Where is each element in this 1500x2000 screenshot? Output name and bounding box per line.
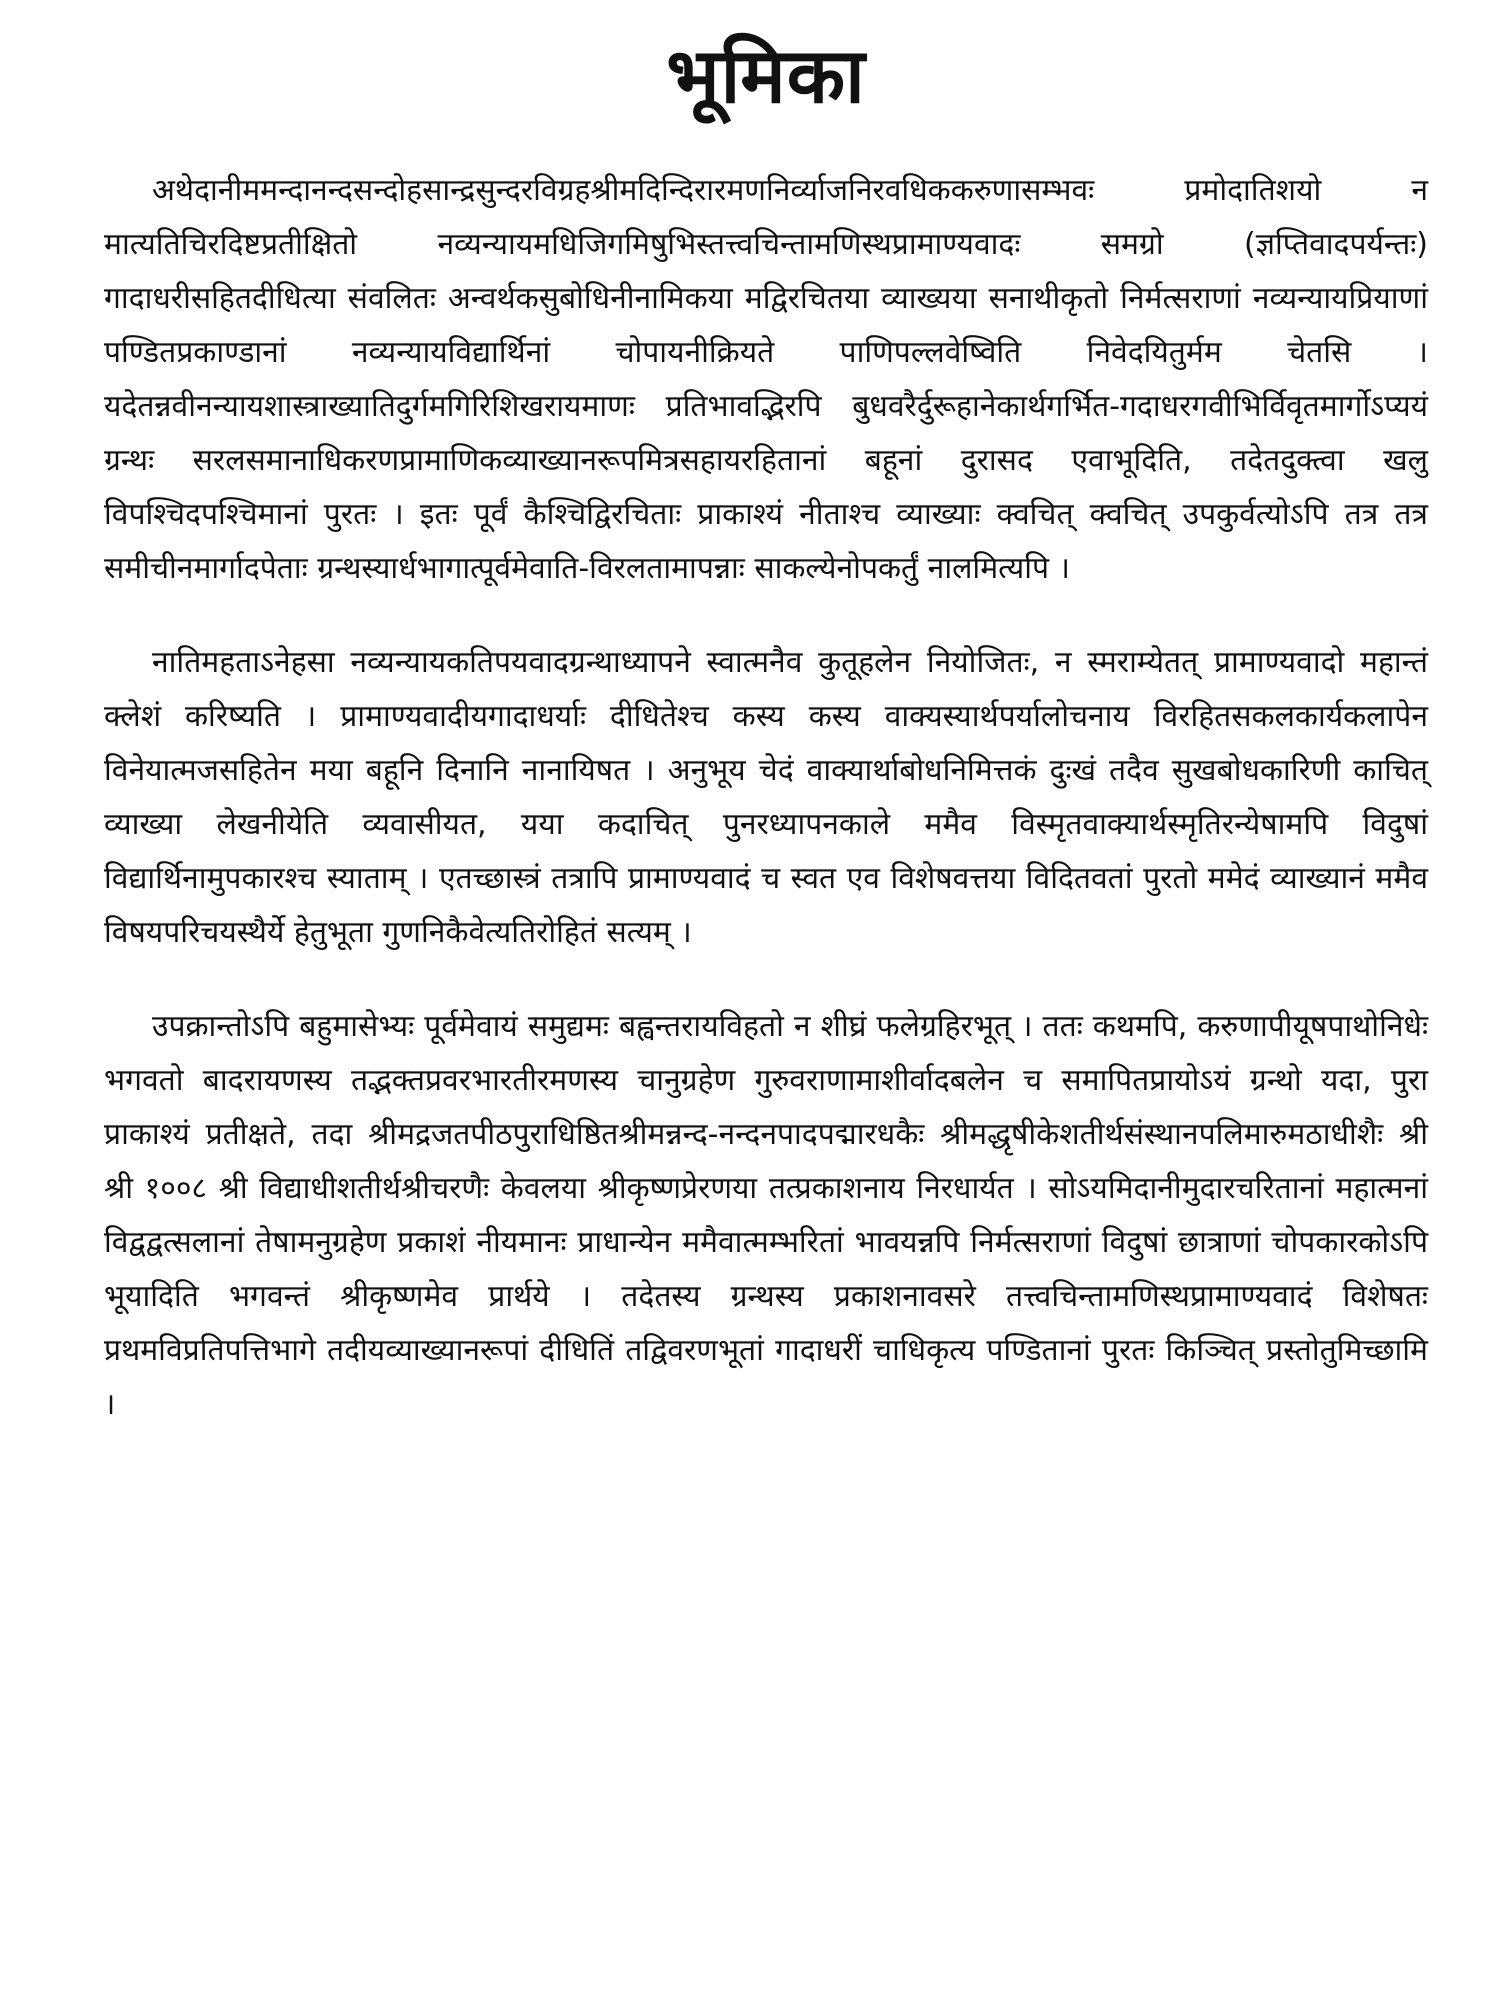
paragraph-1: अथेदानीममन्दानन्दसन्दोहसान्द्रसुन्दरविग्रहश्रीमदिन्दिरारमणनिर्व्याजनिरवधिककरुणासम्भवः प्रमोदातिशयो न मात्यतिचिरदिष्टप्रतीक्षितो नव्यन्यायमधिजिगमिषुभिस्तत्त्वचिन्तामणिस्थप्रामाण्यवादः समग्रो (ज्ञप्तिवादपर्यन्तः) गादाधरीसहितदीधित्या संवलितः अन्वर्थकसुबोधिनीनामिकया मद्विरचितया व्याख्यया सनाथीकृतो निर्मत्सराणां नव्यन्यायप्रियाणां पण्डितप्रकाण्डानां नव्यन्यायविद्यार्थिनां चोपायनीक्रियते पाणिपल्लवेष्विति निवेदयितुर्मम चेतसि । यदेतन्नवीनन्यायशास्त्राख्यातिदुर्गमगिरिशिखरायमाणः प्रतिभावद्भिरपि बुधवरैर्दुरूहानेकार्थगर्भित-गदाधरगवीभिर्विवृतमार्गोऽप्ययं ग्रन्थः सरलसमानाधिकरणप्रामाणिकव्याख्यानरूपमित्रसहायरहितानां बहूनां दुरासद एवाभूदिति, तदेतदुक्त्वा खलु विपश्चिदपश्चिमानां पुरतः । इतः पूर्वं कैश्चिद्विरचिताः प्राकाश्यं नीताश्च व्याख्याः क्वचित् क्वचित् उपकुर्वत्योऽपि तत्र तत्र समीचीनमार्गादपेताः ग्रन्थस्यार्धभागात्पूर्वमेवाति-विरलतामापन्नाः साकल्येनोपकर्तुं नालमित्यपि । (104, 173, 1428, 586)
page-title: भूमिका (666, 31, 866, 120)
paragraph-3: उपक्रान्तोऽपि बहुमासेभ्यः पूर्वमेवायं समुद्यमः बह्वन्तरायविहतो न शीघ्रं फलेग्रहिरभूत् । ततः कथमपि, करुणापीयूषपाथोनिधेः भगवतो बादरायणस्य तद्भक्तप्रवरभारतीरमणस्य चानुग्रहेण गुरुवराणामाशीर्वादबलेन च समापितप्रायोऽयं ग्रन्थो यदा, पुरा प्राकाश्यं प्रतीक्षते, तदा श्रीमद्रजतपीठपुराधिष्ठितश्रीमन्नन्द-नन्दनपादपद्मारधकैः श्रीमद्धृषीकेशतीर्थसंस्थानपलिमारुमठाधीशैः श्री श्री १००८ श्री विद्याधीशतीर्थश्रीचरणैः केवलया श्रीकृष्णप्रेरणया तत्प्रकाशनाय निरधार्यत । सोऽयमिदानीमुदारचरितानां महात्मनां विद्वद्वत्सलानां तेषामनुग्रहेण प्रकाशं नीयमानः प्राधान्येन ममैवात्मम्भरितां भावयन्नपि निर्मत्सराणां विदुषां छात्राणां चोपकारकोऽपि भूयादिति भगवन्तं श्रीकृष्णमेव प्रार्थये । तदेतस्य ग्रन्थस्य प्रकाशनावसरे तत्त्वचिन्तामणिस्थप्रामाण्यवादं विशेषतः प्रथमविप्रतिपत्तिभागे तदीयव्याख्यानरूपां दीधितिं तद्विवरणभूतां गादाधरीं चाधिकृत्य पण्डितानां पुरतः किञ्चित् प्रस्तोतुमिच्छामि । (104, 1009, 1428, 1422)
paragraph-2: नातिमहताऽनेहसा नव्यन्यायकतिपयवादग्रन्थाध्यापने स्वात्मनैव कुतूहलेन नियोजितः, न स्मराम्येतत् प्रामाण्यवादो महान्तं क्लेशं करिष्यति । प्रामाण्यवादीयगादाधर्याः दीधितेश्च कस्य कस्य वाक्यस्यार्थपर्यालोचनाय विरहितसकलकार्यकलापेन विनेयात्मजसहितेन मया बहूनि दिनानि नानायिषत । अनुभूय चेदं वाक्यार्थाबोधनिमित्तकं दुःखं तदैव सुखबोधकारिणी काचित् व्याख्या लेखनीयेति व्यवासीयत, यया कदाचित् पुनरध्यापनकाले ममैव विस्मृतवाक्यार्थस्मृतिरन्येषामपि विदुषां विद्यार्थिनामुपकारश्च स्याताम् । एतच्छास्त्रं तत्रापि प्रामाण्यवादं च स्वत एव विशेषवत्तया विदितवतां पुरतो ममेदं व्याख्यानं ममैव विषयपरिचयस्थैर्ये हेतुभूता गुणनिकैवेत्यतिरोहितं सत्यम् । (104, 645, 1428, 950)
